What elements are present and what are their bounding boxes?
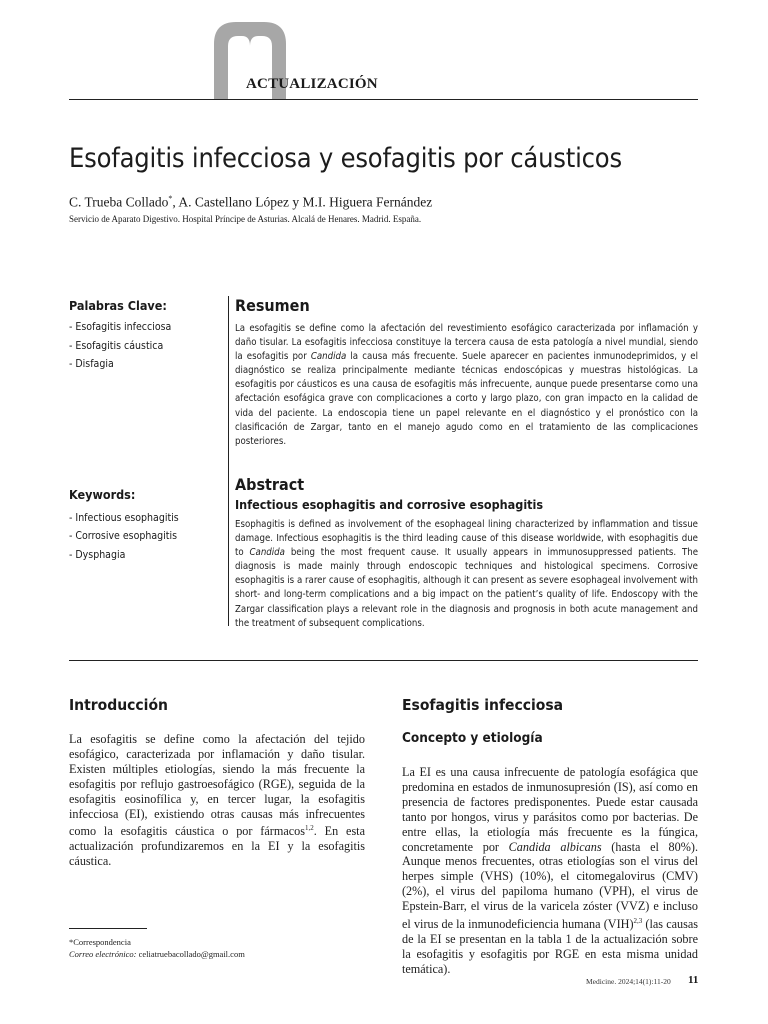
abstract-text xyxy=(235,518,698,631)
resumen-text xyxy=(235,322,698,449)
infectious-part: (hasta el 80%). Aunque menos frecuentes, otras etiologías son el virus del herpes simple (VHS) (10%), el citomegalovirus (CMV) (2%), el virus del papiloma humano (VPH), el virus de Epstein-Barr, el virus de la varicela zóster (VVZ) e incluso el virus de la inmunodeficiencia humana (VIH) xyxy=(402,839,698,932)
intro-text xyxy=(69,732,365,869)
infectious-part: (las causas de la EI se presentan en la tabla 1 de la actualización sobre la esofagitis y esofagitis por RGE en esta misma unidad temática). xyxy=(402,917,698,976)
authors-rest: , A. Castellano López y M.I. Higuera Fernández xyxy=(172,194,433,210)
page-number: 11 xyxy=(688,974,699,986)
header-rule xyxy=(69,99,698,100)
correspondence-label: *Correspondencia xyxy=(69,937,131,947)
keyword-en-item: - Infectious esophagitis xyxy=(69,512,179,524)
keyword-es-item: - Esofagitis infecciosa xyxy=(69,321,172,333)
correspondence-mark: * xyxy=(168,194,173,203)
resumen-italic: Candida xyxy=(310,351,347,363)
resumen-heading: Resumen xyxy=(235,296,310,315)
intro-part: La esofagitis se define como la afectación del tejido esofágico, caracterizada por inflamación y daño tisular. Existen múltiples etiologías, siendo la más frecuente la esofagitis por reflujo gastroesofágico (RGE), seguida de la esofagitis eosinofílica y, en tercer lugar, la esofagitis infecciosa (EI), existiendo otras causas más infrecuentes como la esofagitis cáustica o por fármacos xyxy=(69,732,365,839)
keywords-en-heading: Keywords: xyxy=(69,487,136,502)
resumen-part: la causa más frecuente. Suele aparecer en pacientes inmunodeprimidos, y el diagnóstico se realiza principalmente mediante técnicas endoscópicas y muestras histológicas. La esofagitis por cáusticos es una causa de esofagitis más infrecuente, aunque puede presentarse como una afectación esofágica grave con complicaciones a corto y largo plazo, con gran impacto en la calidad de vida del paciente. La endoscopia tiene un papel relevante en el diagnóstico y el pronóstico con la clasificación de Zargar, tanto en el manejo agudo como en el tratamiento de las complicaciones posteriores. xyxy=(235,351,698,447)
abstract-heading: Abstract xyxy=(235,475,305,494)
affiliation: Servicio de Aparato Digestivo. Hospital Príncipe de Asturias. Alcalá de Henares. Madrid. España. xyxy=(69,214,422,224)
keyword-es-item: - Esofagitis cáustica xyxy=(69,340,164,352)
abstract-subtitle: Infectious esophagitis and corrosive esophagitis xyxy=(235,497,544,512)
email-address: celiatruebacollado@gmail.com xyxy=(136,949,245,959)
concept-subheading: Concepto y etiología xyxy=(402,730,543,746)
authors xyxy=(69,194,432,211)
citation-sup: 2,3 xyxy=(633,917,643,926)
keyword-en-item: - Dysphagia xyxy=(69,549,126,561)
column-divider xyxy=(228,296,229,626)
resumen-part: La esofagitis se define como la afectación del revestimiento esofágico caracterizada por inflamación y daño tisular. La esofagitis infecciosa constituye la tercera causa de esta patología a nivel mundial, siendo la esofagitis por xyxy=(235,323,698,363)
intro-heading: Introducción xyxy=(69,696,168,714)
section-rule xyxy=(69,660,698,661)
infectious-italic: Candida albicans xyxy=(508,839,602,854)
email-line xyxy=(69,949,245,959)
citation-sup: 1,2 xyxy=(304,824,314,833)
author-first: C. Trueba Collado xyxy=(69,194,169,210)
intro-part: . En esta actualización profundizaremos en la EI y la esofagitis cáustica. xyxy=(69,824,365,869)
abstract-part: Esophagitis is defined as involvement of the esophageal lining characterized by inflammation and tissue damage. Infectious esophagitis is the third leading cause of this disease worldwide, with esophagitis due to xyxy=(235,519,698,559)
article-title: Esofagitis infecciosa y esofagitis por cáusticos xyxy=(69,143,622,174)
keyword-es-item: - Disfagia xyxy=(69,358,114,370)
journal-citation: Medicine. 2024;14(1):11-20 xyxy=(586,977,671,986)
abstract-italic: Candida xyxy=(249,547,285,559)
section-label: ACTUALIZACIÓN xyxy=(246,76,378,92)
keywords-es-heading: Palabras Clave: xyxy=(69,298,167,313)
footnote-rule xyxy=(69,928,147,929)
email-label: Correo electrónico: xyxy=(69,949,137,959)
abstract-part: being the most frequent cause. It usually appears in immunosuppressed patients. The diagnosis is made mainly through endoscopic techniques and histological specimens. Corrosive esophagitis is a rarer cause of esophagitis, although it can present as severe esophageal involvement with short- and long-term complications and a big impact on the patient’s quality of life. Endoscopy with the Zargar classification plays a relevant role in the diagnosis and prognosis in both acute management and the treatment of subsequent complications. xyxy=(235,547,699,629)
infectious-heading: Esofagitis infecciosa xyxy=(402,696,564,714)
infectious-part: La EI es una causa infrecuente de patología esofágica que predomina en estados de inmunosupresión (IS), así como en presencia de factores predisponentes. Puede estar causada tanto por hongos, virus y parásitos como por bacterias. De entre ellas, la etiología más frecuente es la fúngica, concretamente por xyxy=(402,765,698,854)
keyword-en-item: - Corrosive esophagitis xyxy=(69,530,178,542)
infectious-text xyxy=(402,765,698,977)
